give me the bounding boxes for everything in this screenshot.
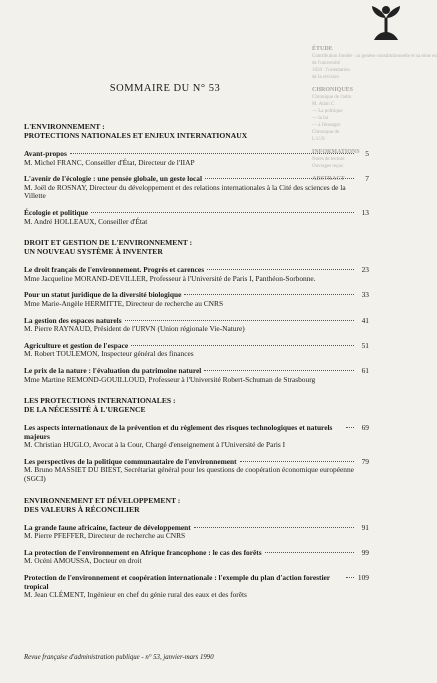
ghost-line: — la loi (312, 116, 329, 121)
entry-author: M. Joël de ROSNAY, Directeur du développement et des relations internationales à la Cité des sciences de la Villette (24, 182, 346, 201)
entry-author: Mme Jacqueline MORAND-DEVILLER, Professeur à l'Université de Paris I, Panthéon-Sorbonne. (24, 273, 316, 283)
leader-dots (131, 345, 354, 346)
toc-entry[interactable] (24, 424, 369, 450)
section-heading-line: DROIT ET GESTION DE L'ENVIRONNEMENT : (24, 238, 193, 248)
entry-page-number: 79 (361, 456, 369, 466)
entry-title: Le prix de la nature : l'évaluation du patrimoine naturel (24, 365, 202, 375)
leader-dots (207, 269, 354, 270)
ghost-line: L.U.N (312, 137, 325, 142)
section-heading-line: DES VALEURS À RÉCONCILIER (24, 504, 140, 514)
entry-author: Mme Marie-Angèle HERMITTE, Directeur de recherche au CNRS (24, 298, 224, 308)
toc-entry[interactable] (24, 266, 369, 283)
leader-dots (204, 370, 354, 371)
entry-author: M. Pierre PFEFFER, Directeur de recherche au CNRS (24, 531, 186, 541)
entry-author: M. Pierre RAYNAUD, Président de l'URVN (Union régionale Vie-Nature) (24, 324, 245, 334)
page-footer: Revue française d'administration publique - n° 53, janvier-mars 1990 (24, 654, 214, 661)
ghost-line: — à l'étranger (312, 123, 341, 128)
ghost-line: Notes de lecture (312, 157, 345, 162)
toc-entry[interactable] (24, 150, 369, 167)
entry-title: La grande faune africaine, facteur de développement (24, 522, 191, 532)
toc-section (24, 396, 369, 484)
leader-dots (346, 427, 354, 428)
page-title: SOMMAIRE DU N° 53 (109, 83, 221, 94)
toc-section (24, 496, 369, 600)
ghost-line: INFORMATIONS (312, 149, 360, 155)
entry-page-number: 69 (361, 423, 369, 433)
section-heading-line: ENVIRONNEMENT ET DÉVELOPPEMENT : (24, 495, 181, 505)
toc-entry[interactable] (24, 317, 369, 334)
leader-dots (125, 320, 354, 321)
toc-section (24, 238, 369, 384)
toc-entry[interactable] (24, 458, 369, 484)
ghost-line: de l'université (312, 61, 340, 66)
entry-author: M. Michel FRANC, Conseiller d'État, Directeur de l'IIAP (24, 157, 195, 167)
ghost-line: — La politique (312, 109, 343, 114)
entry-page-number: 23 (361, 265, 369, 275)
entry-title: Les perspectives de la politique communautaire de l'environnement (24, 456, 237, 466)
section-heading-line: L'ENVIRONNEMENT : (24, 122, 105, 131)
entry-page-number: 41 (361, 315, 369, 325)
leader-dots (194, 527, 354, 528)
leader-dots (265, 552, 354, 553)
entry-page-number: 51 (361, 340, 369, 350)
ghost-line: Chronique de (312, 130, 340, 135)
entry-title-row (24, 574, 369, 591)
table-of-contents (24, 122, 369, 612)
ghost-line: ÉTUDE (312, 46, 333, 52)
entry-author: Mme Martine REMOND-GOUILLOUD, Professeur à l'Université Robert-Schuman de Strasbourg (24, 374, 316, 384)
leader-dots (346, 577, 354, 578)
toc-entry[interactable] (24, 367, 369, 384)
leader-dots (240, 461, 354, 462)
entry-author: M. Jean CLÉMENT, Ingénieur en chef du génie rural des eaux et des forêts (24, 590, 247, 600)
entry-author: M. Océni AMOUSSA, Docteur en droit (24, 556, 142, 566)
entry-author: M. Robert TOULEMON, Inspecteur général des finances (24, 349, 194, 359)
toc-section (24, 122, 369, 226)
entry-author: M. Bruno MASSIET DU BIEST, Secrétariat général pour les questions de coopération économique européenne (SGCI) (24, 465, 354, 484)
section-heading (24, 496, 369, 514)
toc-entry[interactable] (24, 175, 369, 201)
entry-title: La gestion des espaces naturels (24, 315, 122, 325)
toc-entry[interactable] (24, 549, 369, 566)
entry-title: Écologie et politique (24, 207, 89, 217)
entry-title: Protection de l'environnement et coopération internationale : l'exemple du plan d'action forestier tropical (24, 573, 330, 591)
leader-dots (70, 153, 354, 154)
leader-dots (205, 178, 354, 179)
entry-page-number: 13 (361, 207, 369, 217)
section-heading-line: PROTECTIONS NATIONALES ET ENJEUX INTERNATIONAUX (24, 131, 248, 140)
ghost-line: CHRONIQUES (312, 87, 354, 93)
ghost-line: Ouvrages reçus (312, 164, 343, 169)
toc-entry[interactable] (24, 209, 369, 226)
section-heading (24, 396, 369, 414)
entry-page-number: 61 (361, 365, 369, 375)
entry-author: M. Christian HUGLO, Avocat à la Cour, Chargé d'enseignement à l'Université de Paris I (24, 440, 286, 450)
toc-entry[interactable] (24, 342, 369, 359)
entry-page-number: 91 (361, 522, 369, 532)
ghost-line: 1650 : l'orientation (312, 68, 350, 73)
entry-title: L'avenir de l'écologie : une pensée globale, un geste local (24, 174, 203, 184)
ghost-line: de la révision (312, 75, 339, 80)
entry-page-number: 109 (357, 573, 369, 583)
entry-title: Pour un statut juridique de la diversité biologique (24, 290, 182, 300)
section-heading (24, 122, 369, 140)
section-heading (24, 238, 369, 256)
entry-title: Agriculture et gestion de l'espace (24, 340, 129, 350)
entry-page-number: 7 (365, 174, 369, 184)
ghost-line: Chronique de l'adm (312, 95, 352, 100)
tree-figure-logo (368, 2, 404, 42)
section-heading-line: DE LA NÉCESSITÉ À L'URGENCE (24, 405, 146, 415)
ghost-line: ABSTRACT (312, 176, 345, 182)
toc-entry[interactable] (24, 524, 369, 541)
ghost-line: M. Alain C (312, 102, 335, 107)
leader-dots (184, 294, 354, 295)
leader-dots (91, 212, 354, 213)
entry-title: Avant-propos (24, 149, 67, 158)
toc-entry[interactable] (24, 291, 369, 308)
section-heading-line: UN NOUVEAU SYSTÈME À INVENTER (24, 247, 163, 257)
entry-page-number: 33 (361, 290, 369, 300)
entry-title: Les aspects internationaux de la prévention et du règlement des risques technologiques et naturels majeurs (24, 423, 333, 441)
entry-title-row (24, 424, 369, 441)
entry-title: La protection de l'environnement en Afrique francophone : le cas des forêts (24, 547, 262, 557)
entry-title: Le droit français de l'environnement. Progrès et carences (24, 265, 205, 275)
entry-page-number: 99 (361, 547, 369, 557)
entry-page-number: 5 (365, 149, 369, 158)
section-heading-line: LES PROTECTIONS INTERNATIONALES : (24, 396, 176, 406)
entry-author: M. André HOLLEAUX, Conseiller d'État (24, 216, 148, 226)
toc-entry[interactable] (24, 574, 369, 600)
ghost-line: Contribution fondée : sa genèse constitutionnelle et sa mise en (312, 54, 437, 59)
